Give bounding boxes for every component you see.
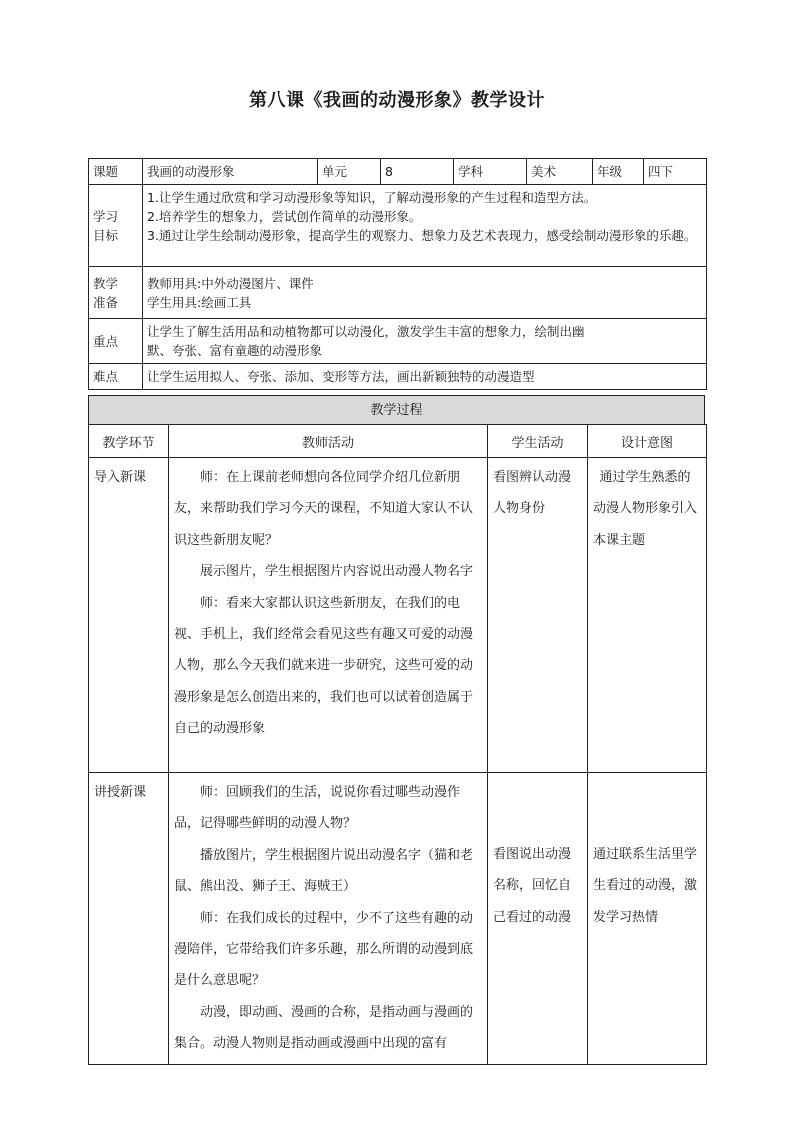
stage-intro: 导入新课 bbox=[89, 458, 169, 773]
lesson-info-table bbox=[88, 158, 707, 390]
teacher-activity-teach bbox=[169, 773, 488, 1065]
goals-label bbox=[89, 185, 143, 267]
grade-value: 四下 bbox=[644, 159, 707, 185]
header-stage: 教学环节 bbox=[89, 425, 169, 458]
subject-value: 美术 bbox=[527, 159, 593, 185]
process-table bbox=[88, 424, 707, 1065]
goals-label-line: 目标 bbox=[93, 227, 119, 243]
teacher-paragraph: 师：看来大家都认识这些新朋友，在我们的电视、手机上，我们经常会看见这些有趣又可爱的动漫人物，那么今天我们就来进一步研究，这些可爱的动漫形象是怎么创造出来的，我们也可以试着创造属于自己的动漫形象 bbox=[174, 595, 474, 737]
key-text: 让学生了解生活用品和动植物都可以动漫化，激发学生丰富的想象力，绘制出幽默、夸张、富有童趣的动漫形象 bbox=[147, 324, 585, 358]
prep-label bbox=[89, 267, 143, 319]
teacher-paragraph: 师：在我们成长的过程中，少不了这些有趣的动漫陪伴，它带给我们许多乐趣，那么所谓的动漫到底是什么意思呢？ bbox=[174, 910, 474, 989]
difficulty-content: 让学生运用拟人、夸张、添加、变形等方法，画出新颖独特的动漫造型 bbox=[143, 364, 707, 390]
teacher-activity-intro bbox=[169, 458, 488, 773]
prep-content bbox=[143, 267, 707, 319]
prep-label-line: 教学 bbox=[93, 275, 119, 291]
goal-item: 3.通过让学生绘制动漫形象，提高学生的观察力、想象力及艺术表现力，感受绘制动漫形象的乐趣。 bbox=[147, 228, 697, 243]
teacher-paragraph: 师：回顾我们的生活，说说你看过哪些动漫作品，记得哪些鲜明的动漫人物？ bbox=[174, 785, 461, 832]
unit-label: 单元 bbox=[318, 159, 381, 185]
goal-item: 2.培养学生的想象力，尝试创作简单的动漫形象。 bbox=[147, 209, 422, 224]
prep-item: 学生用具:绘画工具 bbox=[147, 294, 252, 310]
unit-value: 8 bbox=[381, 159, 454, 185]
header-student: 学生活动 bbox=[488, 425, 588, 458]
difficulty-label: 难点 bbox=[89, 364, 143, 390]
prep-label-line: 准备 bbox=[93, 294, 119, 310]
topic-label: 课题 bbox=[89, 159, 143, 185]
goals-content bbox=[143, 185, 707, 267]
key-label: 重点 bbox=[89, 319, 143, 364]
goals-label-line: 学习 bbox=[93, 208, 119, 224]
teacher-paragraph: 动漫，即动画、漫画的合称，是指动画与漫画的集合。动漫人物则是指动画或漫画中出现的富有 bbox=[174, 1004, 474, 1052]
topic-value: 我画的动漫形象 bbox=[143, 159, 318, 185]
stage-teach: 讲授新课 bbox=[89, 773, 169, 1065]
subject-label: 学科 bbox=[454, 159, 527, 185]
header-intent: 设计意图 bbox=[588, 425, 707, 458]
intent-intro: 通过学生熟悉的动漫人物形象引入本课主题 bbox=[588, 458, 707, 773]
intent-teach: 通过联系生活里学生看过的动漫，激发学习热情 bbox=[588, 773, 707, 1065]
student-activity-intro: 看图辨认动漫人物身份 bbox=[488, 458, 588, 773]
student-activity-teach: 看图说出动漫名称，回忆自己看过的动漫 bbox=[488, 773, 588, 1065]
document-title: 第八课《我画的动漫形象》教学设计 bbox=[249, 90, 545, 111]
process-band: 教学过程 bbox=[88, 395, 705, 425]
teacher-paragraph: 播放图片，学生根据图片说出动漫名字（猫和老鼠、熊出没、狮子王、海贼王） bbox=[174, 847, 474, 895]
teacher-paragraph: 师：在上课前老师想向各位同学介绍几位新朋友，来帮助我们学习今天的课程，不知道大家认不认识这些新朋友呢？ bbox=[174, 470, 474, 548]
header-teacher: 教师活动 bbox=[169, 425, 488, 458]
prep-item: 教师用具:中外动漫图片、课件 bbox=[147, 275, 314, 291]
teacher-paragraph: 展示图片，学生根据图片内容说出动漫人物名字 bbox=[200, 564, 474, 580]
key-content bbox=[143, 319, 707, 364]
goal-item: 1.让学生通过欣赏和学习动漫形象等知识，了解动漫形象的产生过程和造型方法。 bbox=[147, 190, 597, 205]
grade-label: 年级 bbox=[593, 159, 644, 185]
